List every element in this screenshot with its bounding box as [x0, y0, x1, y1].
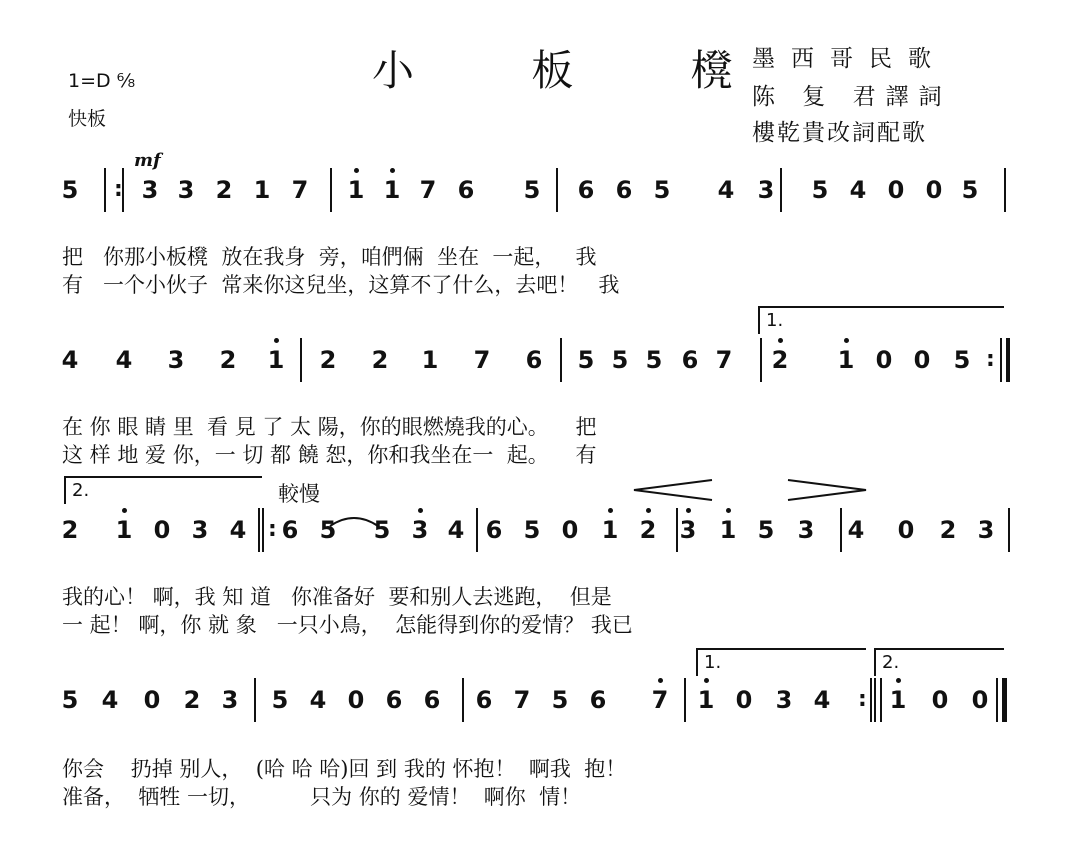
repeat-end: : [858, 687, 867, 712]
note: 0 [971, 686, 989, 714]
octave-dot [896, 678, 901, 683]
barline [462, 678, 464, 722]
note: 1 [383, 176, 401, 204]
note: 3 [411, 516, 429, 544]
note: 6 [281, 516, 299, 544]
barline [300, 338, 302, 382]
note: 5 [523, 516, 541, 544]
note: 3 [977, 516, 995, 544]
note: 4 [61, 346, 79, 374]
song-title: 小 板 櫈 [372, 46, 785, 95]
volta-first-ending [758, 306, 1004, 334]
note: 1 [347, 176, 365, 204]
note: 4 [447, 516, 465, 544]
barline [760, 338, 762, 382]
repeat-end: : [986, 347, 995, 372]
note: 2 [371, 346, 389, 374]
note: 5 [271, 686, 289, 714]
barline [330, 168, 332, 212]
lyric-line: 这 样 地 爱 你，一 切 都 饒 恕，你和我坐在一 起。 有 [62, 443, 597, 467]
double-barline [996, 678, 998, 722]
note: 7 [715, 346, 733, 374]
credit-arranger: 樓乾貴改詞配歌 [752, 120, 927, 146]
volta-label: 2. [72, 480, 90, 501]
volta-label: 1. [704, 652, 722, 673]
note: 5 [61, 176, 79, 204]
note: 6 [385, 686, 403, 714]
barline [840, 508, 842, 552]
note: 0 [735, 686, 753, 714]
lyric-line: 一 起！ 啊，你 就 象 一只小鳥， 怎能得到你的爱情？ 我已 [62, 613, 633, 637]
note: 2 [219, 346, 237, 374]
octave-dot [844, 338, 849, 343]
credit-translator: 陈 复 君譯詞 [752, 84, 952, 110]
note: 6 [423, 686, 441, 714]
octave-dot [778, 338, 783, 343]
octave-dot [646, 508, 651, 513]
note: 3 [757, 176, 775, 204]
note: 6 [577, 176, 595, 204]
note: 5 [645, 346, 663, 374]
note: 0 [561, 516, 579, 544]
note: 6 [525, 346, 543, 374]
repeat-start: : [268, 517, 277, 542]
note: 5 [811, 176, 829, 204]
octave-dot [704, 678, 709, 683]
octave-dot [658, 678, 663, 683]
double-barline [262, 508, 264, 552]
note: 6 [457, 176, 475, 204]
double-barline [880, 678, 882, 722]
note: 0 [875, 346, 893, 374]
note: 1 [601, 516, 619, 544]
octave-dot [418, 508, 423, 513]
note: 1 [253, 176, 271, 204]
note: 5 [953, 346, 971, 374]
note: 5 [319, 516, 337, 544]
note: 1 [719, 516, 737, 544]
note: 2 [183, 686, 201, 714]
note: 5 [373, 516, 391, 544]
note: 0 [913, 346, 931, 374]
note: 1 [837, 346, 855, 374]
barline [676, 508, 678, 552]
key-signature: 1=D ⁶⁄₈ [68, 70, 136, 92]
note: 5 [577, 346, 595, 374]
barline [1008, 508, 1010, 552]
note: 7 [513, 686, 531, 714]
octave-dot [274, 338, 279, 343]
note: 6 [681, 346, 699, 374]
note: 5 [611, 346, 629, 374]
note: 7 [651, 686, 669, 714]
note: 4 [847, 516, 865, 544]
note: 4 [813, 686, 831, 714]
note: 2 [319, 346, 337, 374]
volta-label: 2. [882, 652, 900, 673]
repeat-start: : [114, 177, 123, 202]
note: 4 [101, 686, 119, 714]
note: 0 [897, 516, 915, 544]
note: 0 [925, 176, 943, 204]
note: 0 [153, 516, 171, 544]
credit-origin: 墨西哥民歌 [752, 46, 947, 72]
barline [560, 338, 562, 382]
barline [684, 678, 686, 722]
crescendo-decrescendo [630, 478, 870, 502]
note: 5 [523, 176, 541, 204]
note: 6 [475, 686, 493, 714]
double-barline [1002, 678, 1007, 722]
note: 3 [141, 176, 159, 204]
lyric-line: 在 你 眼 睛 里 看 見 了 太 陽，你的眼燃燒我的心。 把 [62, 415, 597, 439]
note: 6 [615, 176, 633, 204]
note: 1 [115, 516, 133, 544]
barline [476, 508, 478, 552]
volta-label: 1. [766, 310, 784, 331]
note: 3 [797, 516, 815, 544]
barline [1008, 338, 1010, 382]
note: 7 [291, 176, 309, 204]
note: 0 [887, 176, 905, 204]
note: 3 [679, 516, 697, 544]
note: 3 [177, 176, 195, 204]
barline [1004, 168, 1006, 212]
note: 4 [717, 176, 735, 204]
note: 4 [309, 686, 327, 714]
note: 2 [61, 516, 79, 544]
tempo-marking: 快板 [68, 108, 107, 130]
note: 3 [221, 686, 239, 714]
note: 2 [939, 516, 957, 544]
octave-dot [686, 508, 691, 513]
note: 3 [775, 686, 793, 714]
volta-second-ending [64, 476, 262, 504]
note: 4 [229, 516, 247, 544]
tie-arc [326, 512, 382, 528]
note: 5 [551, 686, 569, 714]
note: 2 [215, 176, 233, 204]
octave-dot [726, 508, 731, 513]
dynamic-marking: mf [134, 150, 161, 171]
double-barline [1000, 338, 1002, 382]
lyric-line: 你会 扔掉 别人， (哈 哈 哈)回 到 我的 怀抱！ 啊我 抱！ [62, 757, 627, 781]
tempo-change-marking: 較慢 [278, 482, 320, 506]
note: 5 [961, 176, 979, 204]
lyric-line: 有 一个小伙子 常来你这兒坐，这算不了什么，去吧！ 我 [62, 273, 620, 297]
note: 2 [771, 346, 789, 374]
note: 5 [61, 686, 79, 714]
double-barline [1006, 338, 1008, 382]
note: 6 [589, 686, 607, 714]
note: 5 [757, 516, 775, 544]
lyric-line: 把 你那小板櫈 放在我身 旁，咱們倆 坐在 一起， 我 [62, 245, 597, 269]
barline [870, 678, 872, 722]
octave-dot [390, 168, 395, 173]
note: 7 [419, 176, 437, 204]
note: 5 [653, 176, 671, 204]
volta-second-ending-2 [874, 648, 1004, 676]
double-barline [874, 678, 876, 722]
note: 2 [639, 516, 657, 544]
note: 3 [191, 516, 209, 544]
note: 4 [115, 346, 133, 374]
lyric-line: 我的心！ 啊，我 知 道 你准备好 要和别人去逃跑， 但是 [62, 585, 612, 609]
note: 1 [697, 686, 715, 714]
volta-first-ending-2 [696, 648, 866, 676]
barline [556, 168, 558, 212]
octave-dot [354, 168, 359, 173]
note: 1 [889, 686, 907, 714]
note: 6 [485, 516, 503, 544]
note: 1 [267, 346, 285, 374]
note: 1 [421, 346, 439, 374]
octave-dot [608, 508, 613, 513]
double-barline [104, 168, 106, 212]
lyric-line: 准备， 牺牲 一切， 只为 你的 爱情！ 啊你 情！ [62, 785, 582, 809]
barline [258, 508, 260, 552]
note: 3 [167, 346, 185, 374]
barline [254, 678, 256, 722]
note: 0 [143, 686, 161, 714]
note: 4 [849, 176, 867, 204]
octave-dot [122, 508, 127, 513]
note: 0 [931, 686, 949, 714]
barline [780, 168, 782, 212]
note: 7 [473, 346, 491, 374]
note: 0 [347, 686, 365, 714]
